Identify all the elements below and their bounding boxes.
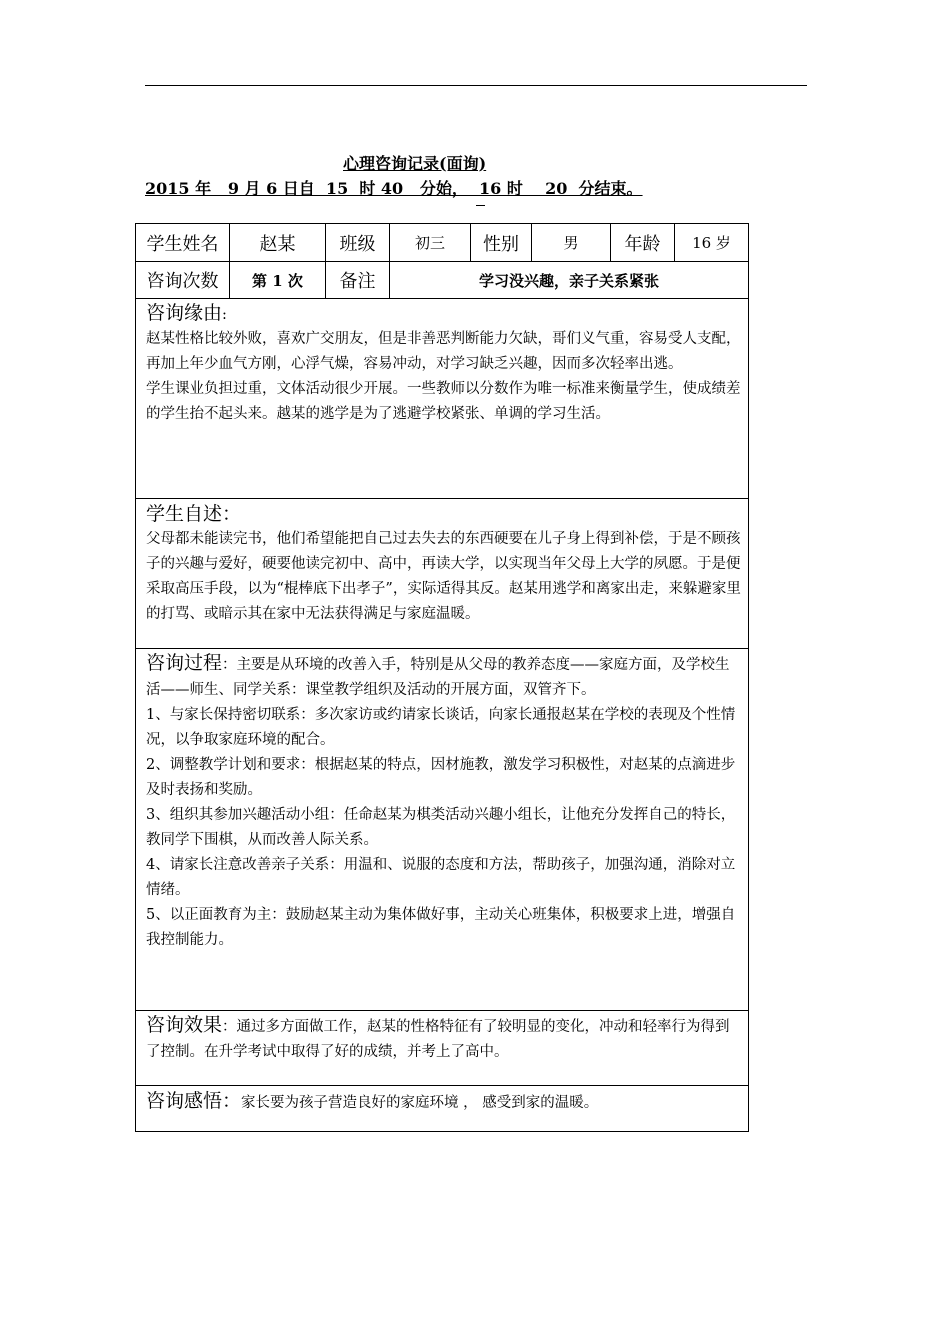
info-row-1 bbox=[136, 224, 748, 262]
process-item-4: 4、请家长注意改善亲子关系：用温和、说服的态度和方法，帮助孩子，加强沟通，消除对立情绪。 bbox=[146, 857, 736, 898]
info-row-2 bbox=[136, 262, 748, 299]
reason-colon: : bbox=[222, 307, 227, 323]
note-value: 学习没兴趣，亲子关系紧张 bbox=[389, 262, 748, 298]
session-time-line: 2015 年 9 月 6 日自 15 时 40 分始， 16 时 20 分结束。 bbox=[145, 179, 643, 198]
process-heading: 咨询过程 bbox=[146, 652, 223, 674]
record-table bbox=[135, 223, 749, 1132]
insight-heading: 咨询感悟： bbox=[146, 1090, 242, 1112]
class-label: 班级 bbox=[325, 224, 389, 261]
age-value: 16 岁 bbox=[674, 224, 748, 261]
name-value: 赵某 bbox=[229, 224, 325, 261]
process-item-2: 2、调整教学计划和要求：根据赵某的特点，因材施教，激发学习积极性，对赵某的点滴进步及时表扬和奖励。 bbox=[146, 757, 736, 798]
effect-heading: 咨询效果 bbox=[146, 1014, 223, 1036]
underline-mark bbox=[476, 205, 485, 206]
process-item-3: 3、组织其参加兴趣活动小组：任命赵某为棋类活动兴趣小组长，让他充分发挥自己的特长，教同学下围棋，从而改善人际关系。 bbox=[146, 807, 736, 848]
reason-paragraph-2: 学生课业负担过重，文体活动很少开展。一些教师以分数作为唯一标准来衡量学生，使成绩差的学生抬不起头来。越某的逃学是为了逃避学校紧张、单调的学习生活。 bbox=[146, 381, 741, 422]
gender-label: 性别 bbox=[470, 224, 531, 261]
statement-section bbox=[136, 498, 748, 648]
statement-heading: 学生自述： bbox=[146, 503, 242, 525]
process-section bbox=[136, 648, 748, 1010]
process-item-5: 5、以正面教育为主：鼓励赵某主动为集体做好事，主动关心班集体，积极要求上进，增强自我控制能力。 bbox=[146, 907, 736, 948]
effect-section bbox=[136, 1010, 748, 1085]
gender-value: 男 bbox=[531, 224, 610, 261]
class-value: 初三 bbox=[389, 224, 470, 261]
insight-text: 家长要为孩子营造良好的家庭环境 ， 感受到家的温暖。 bbox=[241, 1095, 599, 1111]
count-label: 咨询次数 bbox=[146, 271, 219, 292]
reason-section bbox=[136, 299, 748, 498]
process-intro: ：主要是从环境的改善入手，特别是从父母的教养态度——家庭方面，及学校生活——师生、同学关系：课堂教学组织及活动的开展方面，双管齐下。 bbox=[146, 657, 730, 698]
reason-paragraph-1: 赵某性格比较外败，喜欢广交朋友，但是非善恶判断能力欠缺，哥们义气重，容易受人支配，再加上年少血气方刚，心浮气燥，容易冲动，对学习缺乏兴趣，因而多次轻率出逃。 bbox=[146, 331, 741, 372]
age-label: 年龄 bbox=[610, 224, 674, 261]
note-label: 备注 bbox=[325, 262, 389, 298]
name-label: 学生姓名 bbox=[146, 233, 219, 255]
count-value: 第 1 次 bbox=[229, 262, 325, 298]
statement-paragraph: 父母都未能读完书，他们希望能把自己过去失去的东西硬要在儿子身上得到补偿，于是不顾孩子的兴趣与爱好，硬要他读完初中、高中，再读大学，以实现当年父母上大学的夙愿。于是便采取高压手段，以为“棍棒底下出孝子”，实际适得其反。赵某用逃学和离家出走，来躲避家里的打骂、或暗示其在家中无法获得满足与家庭温暖。 bbox=[146, 531, 741, 622]
insight-section bbox=[136, 1085, 748, 1131]
effect-text: ：通过多方面做工作，赵某的性格特征有了较明显的变化，冲动和轻率行为得到了控制。在升学考试中取得了好的成绩，并考上了高中。 bbox=[146, 1019, 730, 1060]
reason-heading: 咨询缘由 bbox=[146, 302, 223, 324]
header-rule bbox=[145, 85, 807, 86]
process-item-1: 1、与家长保持密切联系：多次家访或约请家长谈话，向家长通报赵某在学校的表现及个性情况，以争取家庭环境的配合。 bbox=[146, 707, 736, 748]
document-title: 心理咨询记录(面询) bbox=[343, 154, 487, 173]
